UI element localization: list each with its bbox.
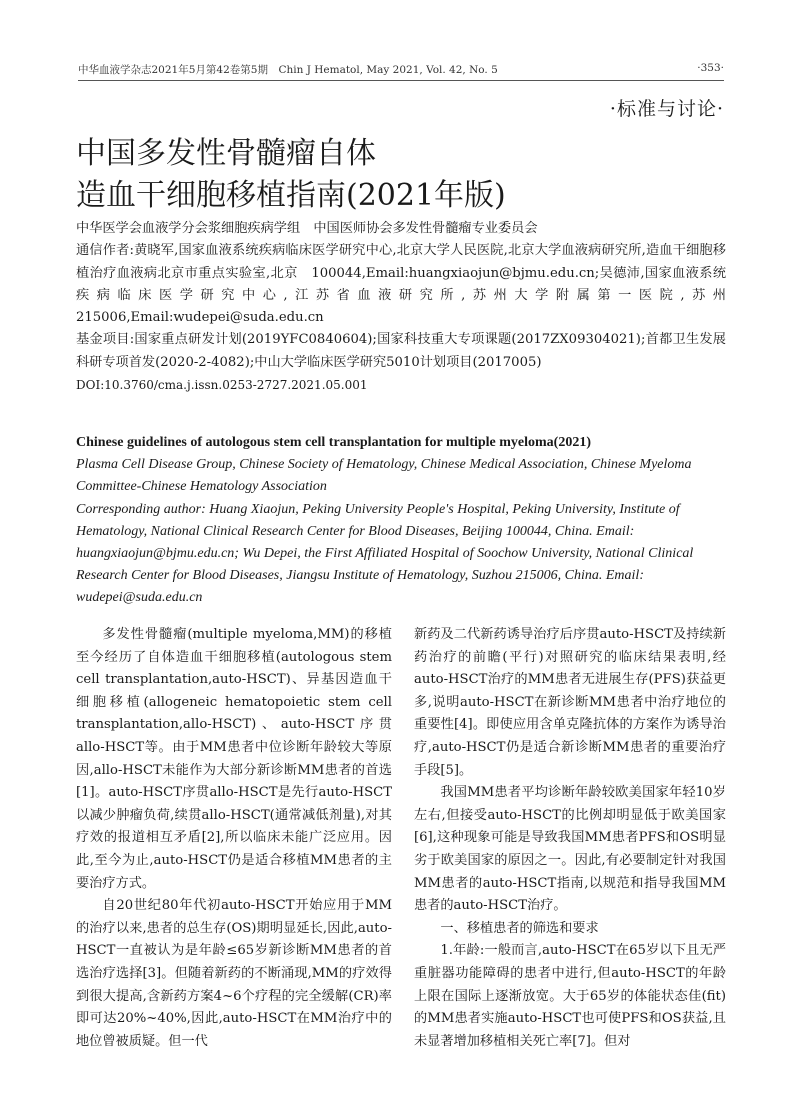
article-title bbox=[76, 133, 506, 217]
header-rule bbox=[78, 80, 724, 81]
cn-funding: 基金项目:国家重点研发计划(2019YFC0840604);国家科技重大专项课题(2017ZX09304021);首都卫生发展科研专项首发(2020-2-4082);中山大学临床医学研究5010计划项目(2017005) bbox=[76, 332, 726, 370]
chinese-metadata bbox=[76, 218, 740, 396]
body-paragraph: 我国MM患者平均诊断年龄较欧美国家年轻10岁左右,但接受auto-HSCT的比例却明显低于欧美国家[6],这种现象可能是导致我国MM患者PFS和OS明显劣于欧美国家的原因之一。因此,有必要制定针对我国MM患者的auto-HSCT指南,以规范和指导我国MM患者的auto-HSCT治疗。 bbox=[414, 785, 726, 914]
running-header bbox=[78, 62, 724, 77]
body-paragraph: 多发性骨髓瘤(multiple myeloma,MM)的移植至今经历了自体造血干细胞移植(autologous stem cell transplantation,auto-HSCT)、异基因造血干细胞移植(allogeneic hematopoietic stem cell transplantation,allo-HSCT)、auto-HSCT序贯allo-HSCT等。由于MM患者中位诊断年龄较大等原因,allo-HSCT未能作为大部分新诊断MM患者的首选[1]。auto-HSCT序贯allo-HSCT是先行auto-HSCT以减少肿瘤负荷,续贯allo-HSCT(通常减低剂量),对其疗效的报道相互矛盾[2],所以临床未能广泛应用。因此,至今为止,auto-HSCT仍是适合移植MM患者的主要治疗方式。 bbox=[76, 627, 392, 891]
journal-citation: 中华血液学杂志2021年5月第42卷第5期 Chin J Hematol, May 2021, Vol. 42, No. 5 bbox=[78, 64, 498, 76]
article-title-line-1: 中国多发性骨髓瘤自体 bbox=[76, 136, 376, 171]
body-paragraph: 自20世纪80年代初auto-HSCT开始应用于MM的治疗以来,患者的总生存(OS)期明显延长,因此,auto-HSCT一直被认为是年龄≤65岁新诊断MM患者的首选治疗选择[3]。但随着新药的不断涌现,MM的疗效得到很大提高,含新药方案4~6个疗程的完全缓解(CR)率即可达20%~40%,因此,auto-HSCT在MM治疗中的地位曾被质疑。但一代 bbox=[76, 898, 392, 1049]
en-corresponding-author: Corresponding author: Huang Xiaojun, Peking University People's Hospital, Peking University, Institute of Hematology, National Clinical Research Center for Blood Diseases, Beijing 100044, China. Email: huangxiaojun@bjmu.edu.cn; Wu Depei, the First Affiliated Hospital of Soochow University, National Clinical Research Center for Blood Diseases, Jiangsu Institute of Hematology, Suzhou 215006, China. Email: wudepei@suda.edu.cn bbox=[76, 501, 694, 606]
body-paragraph: 1.年龄:一般而言,auto-HSCT在65岁以下且无严重脏器功能障碍的患者中进行,但auto-HSCT的年龄上限在国际上逐渐放宽。大于65岁的体能状态佳(fit)的MM患者实施auto-HSCT也可使PFS和OS获益,且未显著增加移植相关死亡率[7]。但对 bbox=[414, 943, 726, 1049]
body-column-left bbox=[76, 624, 392, 1053]
en-title: Chinese guidelines of autologous stem cell transplantation for multiple myeloma(2021) bbox=[76, 435, 592, 450]
english-metadata bbox=[76, 432, 726, 610]
section-heading: 一、移植患者的筛选和要求 bbox=[440, 920, 599, 936]
en-authors: Plasma Cell Disease Group, Chinese Society of Hematology, Chinese Medical Association, Chinese Myeloma Committee-Chinese Hematology Association bbox=[76, 457, 692, 495]
section-tag: ·标准与讨论· bbox=[609, 98, 724, 120]
doi: DOI:10.3760/cma.j.issn.0253-2727.2021.05.001 bbox=[76, 378, 368, 393]
body-paragraph: 新药及二代新药诱导治疗后序贯auto-HSCT及持续新药治疗的前瞻(平行)对照研究的临床结果表明,经auto-HSCT治疗的MM患者无进展生存(PFS)获益更多,说明auto-HSCT在新诊断MM患者中治疗地位的重要性[4]。即使应用含单克隆抗体的方案作为诱导治疗,auto-HSCT仍是适合新诊断MM患者的重要治疗手段[5]。 bbox=[414, 627, 726, 778]
page-number: ·353· bbox=[697, 62, 724, 74]
article-title-line-2: 造血干细胞移植指南(2021年版) bbox=[76, 178, 506, 213]
cn-corresponding-author: 通信作者:黄晓军,国家血液系统疾病临床医学研究中心,北京大学人民医院,北京大学血液病研究所,造血干细胞移植治疗血液病北京市重点实验室,北京 100044,Email:huangxiaojun@bjmu.edu.cn;吴德沛,国家血液系统疾病临床医学研究中心,江苏省血液研究所,苏州大学附属第一医院,苏州 215006,Email:wudepei@suda.edu.cn bbox=[76, 243, 740, 326]
body-column-right bbox=[414, 624, 726, 1053]
cn-authors: 中华医学会血液学分会浆细胞疾病学组 中国医师协会多发性骨髓瘤专业委员会 bbox=[76, 221, 538, 236]
